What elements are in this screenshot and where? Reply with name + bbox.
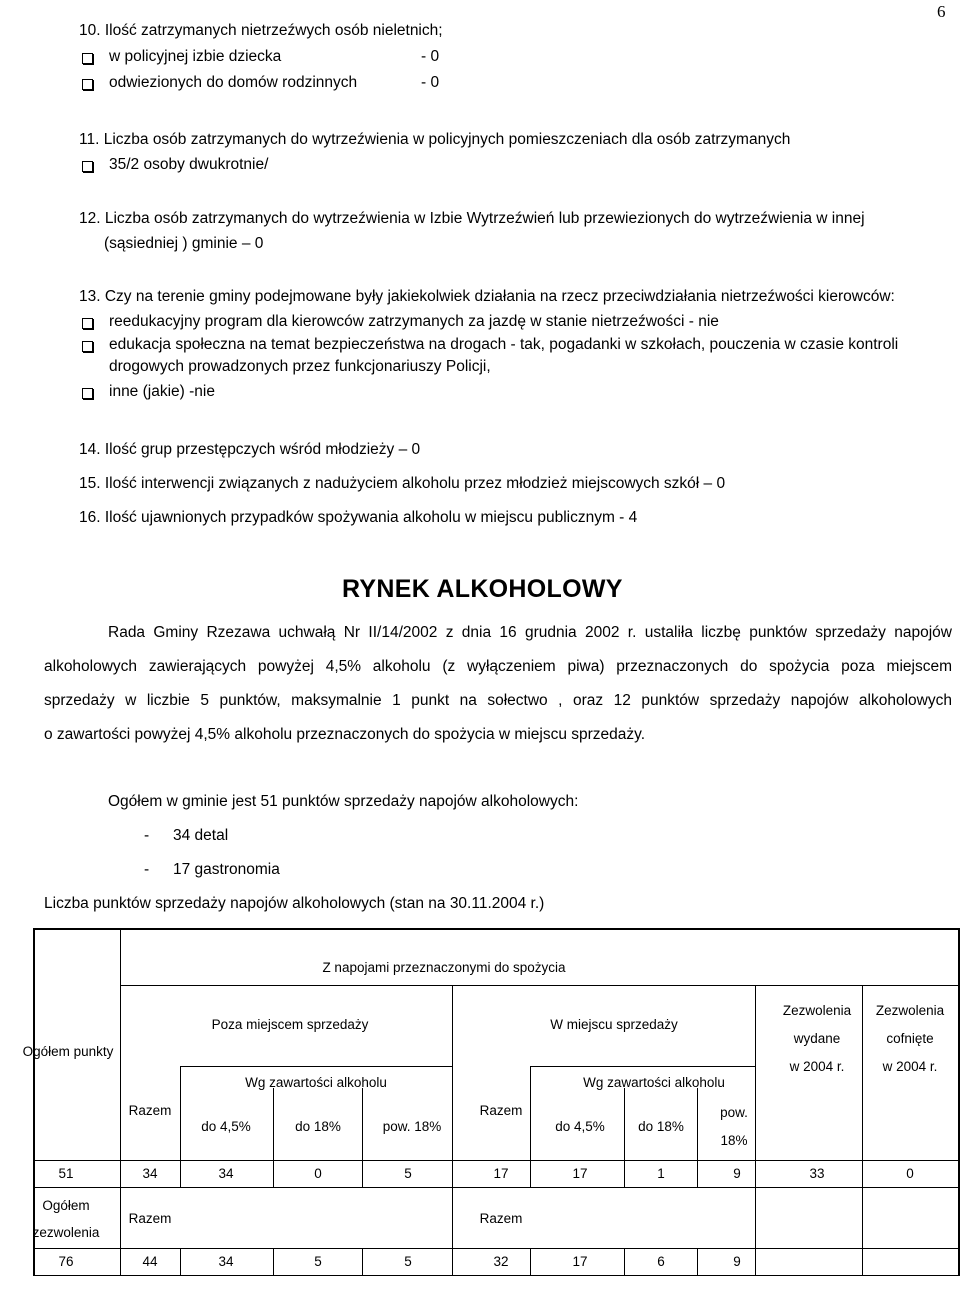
table-cell: 33 (809, 1166, 825, 1181)
dash-bullet: - (144, 827, 150, 844)
item-11-title: 11. Liczba osób zatrzymanych do wytrzeźwienia w policyjnych pomieszczeniach dla osób zatrzymanych (79, 131, 791, 148)
header-pow: pow. (720, 1105, 748, 1120)
item-14: 14. Ilość grup przestępczych wśród młodzieży – 0 (79, 441, 421, 458)
row2-razem: Razem (128, 1211, 172, 1226)
item-13-bullet-3: inne (jakie) -nie (109, 383, 215, 400)
detal-count: 34 detal (173, 827, 229, 844)
table-cell: 76 (58, 1254, 74, 1269)
header-do-4-5: do 4,5% (555, 1119, 605, 1134)
table-cell: 5 (314, 1254, 322, 1269)
item-10-bullet-2-value: - 0 (421, 74, 440, 91)
item-15: 15. Ilość interwencji związanych z nadużyciem alkoholu przez młodzież miejscowych szkół – 0 (79, 475, 726, 492)
header-poza-miejscem: Poza miejscem sprzedaży (211, 1017, 369, 1032)
page-number: 6 (937, 2, 946, 21)
item-12-line-1: 12. Liczba osób zatrzymanych do wytrzeźwienia w Izbie Wytrzeźwień lub przewiezionych do wytrzeźwienia w innej (79, 210, 865, 227)
checkbox-icon (82, 318, 93, 329)
item-13-title: 13. Czy na terenie gminy podejmowane były jakiekolwiek działania na rzecz przeciwdziałania nietrzeźwości kierowców: (79, 288, 895, 305)
table-cell: 9 (733, 1166, 741, 1181)
header-zezwolenia-cofniete: Zezwolenia (875, 1003, 945, 1018)
header-do-18: do 18% (295, 1119, 341, 1134)
item-13-bullet-2: edukacja społeczna na temat bezpieczeństwa na drogach - tak, pogadanki w szkołach, pouczenia w czasie kontroli (109, 336, 899, 353)
table-cell: 9 (733, 1254, 741, 1269)
paragraph-line-4: o zawartości powyżej 4,5% alkoholu przeznaczonych do spożycia w miejscu sprzedaży. (44, 726, 646, 743)
table-cell: 1 (657, 1166, 665, 1181)
item-13-bullet-1: reedukacyjny program dla kierowców zatrzymanych za jazdę w stanie nietrzeźwości - nie (109, 313, 719, 330)
header-zezwolenia-wydane: wydane (793, 1031, 841, 1046)
table-cell: 51 (58, 1166, 74, 1181)
header-wg-zawartosci: Wg zawartości alkoholu (245, 1075, 387, 1090)
header-zezwolenia-wydane: w 2004 r. (789, 1059, 845, 1074)
table-cell: 34 (142, 1166, 158, 1181)
header-zezwolenia-cofniete: w 2004 r. (882, 1059, 938, 1074)
table-cell: 44 (142, 1254, 158, 1269)
header-do-4-5: do 4,5% (201, 1119, 251, 1134)
gastro-count: 17 gastronomia (173, 861, 280, 878)
header-zezwolenia-wydane: Zezwolenia (782, 1003, 852, 1018)
table-cell: 5 (404, 1166, 412, 1181)
table-cell: 5 (404, 1254, 412, 1269)
header-18-pct: 18% (720, 1133, 748, 1148)
total-points-text: Ogółem w gminie jest 51 punktów sprzedaży napojów alkoholowych: (108, 793, 579, 810)
table-cell: 0 (906, 1166, 914, 1181)
item-12-line-2: (sąsiedniej ) gminie – 0 (104, 235, 264, 252)
header-razem: Razem (128, 1103, 172, 1118)
table-cell: 6 (657, 1254, 665, 1269)
row2-razem: Razem (479, 1211, 523, 1226)
paragraph-line-2: alkoholowych zawierających powyżej 4,5% alkoholu (z wyłączeniem piwa) przeznaczonych do spożycia poza miejscem (44, 658, 952, 675)
header-razem: Razem (479, 1103, 523, 1118)
ogolem-zezwolenia-label: zezwolenia (32, 1225, 100, 1240)
item-10-bullet-1: w policyjnej izbie dziecka (109, 48, 282, 65)
item-16: 16. Ilość ujawnionych przypadków spożywania alkoholu w miejscu publicznym - 4 (79, 509, 638, 526)
table-cell: 17 (493, 1166, 509, 1181)
table-caption: Liczba punktów sprzedaży napojów alkoholowych (stan na 30.11.2004 r.) (44, 895, 545, 912)
table-cell: 0 (314, 1166, 322, 1181)
checkbox-icon (82, 53, 93, 64)
checkbox-icon (82, 79, 93, 90)
dash-bullet: - (144, 861, 150, 878)
table-cell: 17 (572, 1254, 588, 1269)
header-pow-18: pow. 18% (382, 1119, 442, 1134)
header-w-miejscu: W miejscu sprzedaży (550, 1017, 678, 1032)
header-do-18: do 18% (638, 1119, 684, 1134)
paragraph-line-3: sprzedaży w liczbie 5 punktów, maksymalnie 1 punkt na sołectwo , oraz 12 punktów sprzedaży napojów alkoholowych (44, 692, 952, 709)
header-ogolem-punkty: Ogółem punkty (22, 1044, 114, 1059)
item-10-bullet-2: odwiezionych do domów rodzinnych (109, 74, 358, 91)
item-11-bullet-1: 35/2 osoby dwukrotnie/ (109, 156, 269, 173)
item-10-title: 10. Ilość zatrzymanych nietrzeźwych osób nieletnich; (79, 22, 443, 39)
header-wg-zawartosci: Wg zawartości alkoholu (583, 1075, 725, 1090)
checkbox-icon (82, 341, 93, 352)
item-13-bullet-2-cont: drogowych prowadzonych przez funkcjonariuszy Policji, (109, 358, 491, 375)
item-10-bullet-1-value: - 0 (421, 48, 440, 65)
paragraph-line-1: Rada Gminy Rzezawa uchwałą Nr II/14/2002 z dnia 16 grudnia 2002 r. ustaliła liczbę punktów sprzedaży napojów (108, 624, 952, 641)
header-zezwolenia-cofniete: cofnięte (886, 1031, 934, 1046)
checkbox-icon (82, 388, 93, 399)
checkbox-icon (82, 161, 93, 172)
table-cell: 34 (218, 1166, 234, 1181)
section-heading: RYNEK ALKOHOLOWY (342, 575, 623, 603)
ogolem-zezwolenia-label: Ogółem (42, 1198, 90, 1213)
table-cell: 32 (493, 1254, 509, 1269)
table-cell: 34 (218, 1254, 234, 1269)
table-top-header: Z napojami przeznaczonymi do spożycia (322, 960, 566, 975)
table-cell: 17 (572, 1166, 588, 1181)
